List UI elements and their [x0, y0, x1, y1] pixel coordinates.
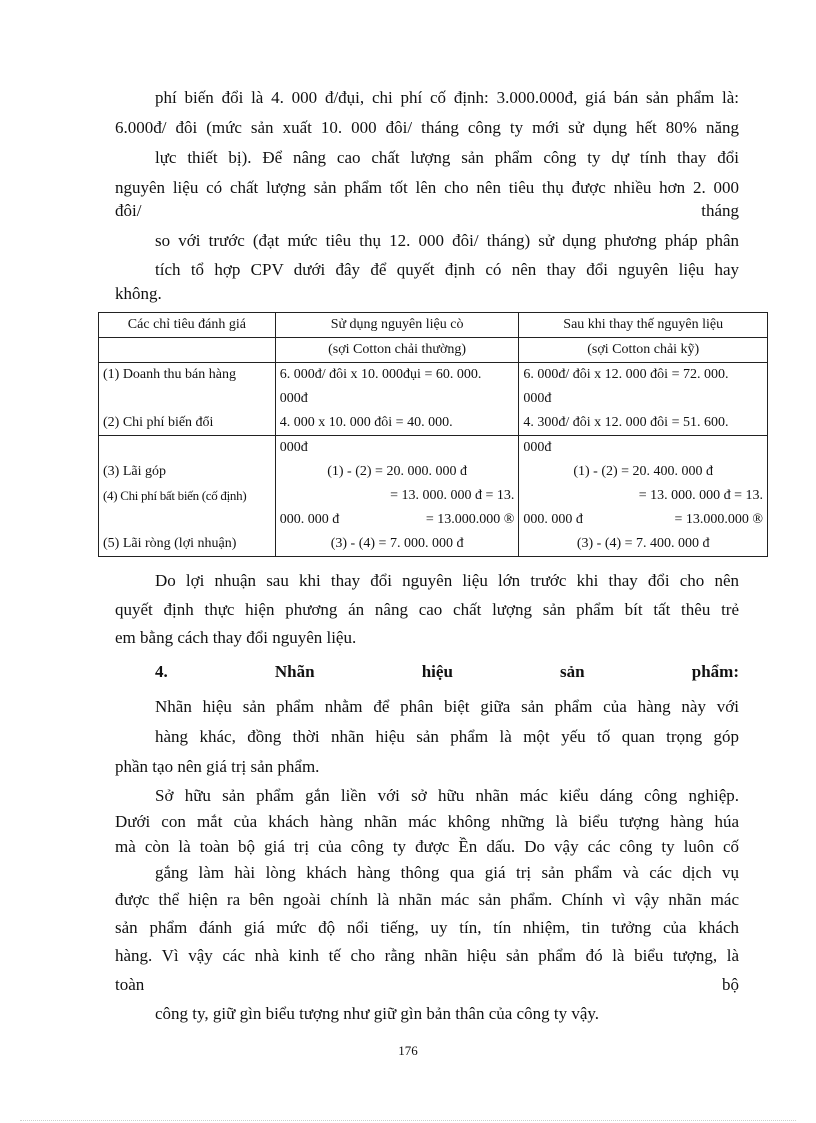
- old-variable-cost: 4. 000 x 10. 000 đôi = 40. 000.: [279, 415, 453, 430]
- new-revenue-cont: 000đ: [523, 391, 552, 406]
- para1-line5-right: tháng: [701, 201, 739, 220]
- para4-line1: Sở hữu sản phẩm gắn liền với sở hữu nhãn mác kiểu dáng công nghiệp.: [155, 786, 739, 805]
- old-fixed-cost: = 13. 000. 000 đ = 13.: [390, 488, 515, 503]
- page-bottom-divider: [20, 1120, 796, 1121]
- para1-line3: lực thiết bị). Để nâng cao chất lượng sản phẩm công ty dự tính thay đổi: [155, 148, 739, 167]
- section-heading: [155, 662, 739, 682]
- heading-word4: phẩm:: [691, 662, 739, 681]
- header-new-material: Sau khi thay thế nguyên liệu: [519, 313, 768, 338]
- old-fixed-cost-cont: [280, 508, 515, 532]
- old-values-cell: [275, 363, 519, 436]
- subheader-empty: [99, 338, 276, 363]
- para3-line2: hàng khác, đồng thời nhãn hiệu sản phẩm là một yếu tố quan trọng góp: [155, 727, 739, 746]
- new-fixed-cost-cont-b: = 13.000.000 ®: [674, 512, 763, 527]
- criteria-cell-2: [99, 436, 276, 557]
- old-revenue: 6. 000đ/ đôi x 10. 000đụi = 60. 000.: [279, 367, 482, 382]
- para1-line7: tích tổ hợp CPV dưới đây để quyết định có nên thay đổi nguyên liệu hay: [155, 260, 739, 279]
- para4-line2: Dưới con mắt của khách hàng nhãn mác không những là biểu tượng hàng húa: [115, 812, 739, 831]
- old-fixed-cost-cont-a: 000. 000 đ: [279, 512, 340, 527]
- criteria-fixed-cost: (4) Chi phí bất biến (cố định): [103, 488, 247, 503]
- para3-line1: Nhãn hiệu sản phẩm nhằm để phân biệt giữa sản phẩm của hàng này với: [155, 697, 739, 716]
- new-fixed-cost-cont-a: 000. 000 đ: [523, 512, 583, 527]
- heading-word1: Nhãn: [274, 662, 315, 681]
- new-revenue: 6. 000đ/ đôi x 12. 000 đôi = 72. 000.: [523, 367, 729, 382]
- heading-word2: hiệu: [421, 662, 453, 681]
- para1-line6: so với trước (đạt mức tiêu thụ 12. 000 đôi/ tháng) sử dụng phương pháp phân: [155, 231, 739, 250]
- para4-line3: mà còn là toàn bộ giá trị của công ty được Ền dấu. Do vậy các công ty luôn cố: [115, 837, 739, 856]
- table-row: [99, 363, 768, 436]
- old-revenue-cont: 000đ: [279, 391, 308, 406]
- criteria-blank: [103, 387, 271, 411]
- criteria-contribution: (3) Lãi góp: [103, 464, 166, 479]
- heading-number: 4.: [155, 662, 168, 681]
- new-variable-cost-cont: 000đ: [523, 440, 552, 455]
- para1-line2: 6.000đ/ đôi (mức sản xuất 10. 000 đôi/ tháng công ty mới sử dụng hết 80% năng: [115, 118, 739, 137]
- new-fixed-cost-cont: [523, 508, 763, 532]
- header-criteria: Các chỉ tiêu đánh giá: [99, 313, 276, 338]
- para2-line2: quyết định thực hiện phương án nâng cao chất lượng sản phẩm bít tất thêu trẻ: [115, 600, 739, 619]
- para1-line5-left: đôi/: [115, 201, 142, 220]
- old-contribution: (1) - (2) = 20. 000. 000 đ: [327, 464, 467, 479]
- new-variable-cost: 4. 300đ/ đôi x 12. 000 đôi = 51. 600.: [523, 415, 729, 430]
- new-contribution: (1) - (2) = 20. 400. 000 đ: [573, 464, 714, 479]
- old-fixed-cost-cont-b: = 13.000.000 ®: [425, 512, 515, 527]
- criteria-blank-2: [103, 436, 271, 460]
- para1-line1: phí biến đổi là 4. 000 đ/đụi, chi phí cố định: 3.000.000đ, giá bán sản phẩm là:: [155, 88, 739, 107]
- table-row: [99, 436, 768, 557]
- para4-line8-right: bộ: [722, 975, 739, 994]
- criteria-blank-3: [103, 508, 271, 532]
- para2-line3: em bằng cách thay đổi nguyên liệu.: [115, 628, 357, 647]
- table-header-row: [99, 313, 768, 338]
- criteria-net-profit: (5) Lãi ròng (lợi nhuận): [103, 536, 237, 551]
- table-subheader-row: [99, 338, 768, 363]
- para4-line9: công ty, giữ gìn biểu tượng như giữ gìn bản thân của công ty vậy.: [155, 1004, 600, 1023]
- criteria-revenue: (1) Doanh thu bán hàng: [103, 367, 236, 382]
- old-net-profit: (3) - (4) = 7. 000. 000 đ: [330, 536, 464, 551]
- new-net-profit: (3) - (4) = 7. 400. 000 đ: [576, 536, 710, 551]
- para4-line8: [115, 975, 739, 995]
- para4-line5: được thể hiện ra bên ngoài chính là nhãn mác sản phẩm. Chính vì vậy nhãn mác: [115, 890, 739, 909]
- para1-line4: nguyên liệu có chất lượng sản phẩm tốt lên cho nên tiêu thụ được nhiều hơn 2. 000: [115, 178, 739, 197]
- para1-line8: không.: [115, 284, 162, 303]
- para4-line6: sản phẩm đánh giá mức độ nổi tiếng, uy tín, tín nhiệm, tin tưởng của khách: [115, 918, 739, 937]
- para1-line5: [115, 201, 739, 221]
- para4-line4: gắng làm hài lòng khách hàng thông qua giá trị sản phẩm và các dịch vụ: [155, 863, 739, 882]
- para3-line3: phần tạo nên giá trị sản phẩm.: [115, 757, 320, 776]
- para2-line1: Do lợi nhuận sau khi thay đổi nguyên liệu lớn trước khi thay đổi cho nên: [155, 571, 739, 590]
- subheader-old-material: (sợi Cotton chải thường): [275, 338, 519, 363]
- para4-line7: hàng. Vì vậy các nhà kinh tế cho rằng nhãn hiệu sản phẩm đó là biểu tượng, là: [115, 946, 739, 965]
- criteria-cell: [99, 363, 276, 436]
- criteria-variable-cost: (2) Chi phí biến đổi: [103, 415, 214, 430]
- page-number: 176: [398, 1043, 418, 1058]
- subheader-new-material: (sợi Cotton chải kỹ): [519, 338, 768, 363]
- para4-line8-left: toàn: [115, 975, 145, 994]
- old-values-cell-2: [275, 436, 519, 557]
- new-values-cell: [519, 363, 768, 436]
- new-values-cell-2: [519, 436, 768, 557]
- comparison-table: [98, 312, 768, 557]
- header-old-material: Sử dụng nguyên liệu cò: [275, 313, 519, 338]
- new-fixed-cost: = 13. 000. 000 đ = 13.: [638, 488, 763, 503]
- old-variable-cost-cont: 000đ: [279, 440, 308, 455]
- heading-word3: sản: [560, 662, 585, 681]
